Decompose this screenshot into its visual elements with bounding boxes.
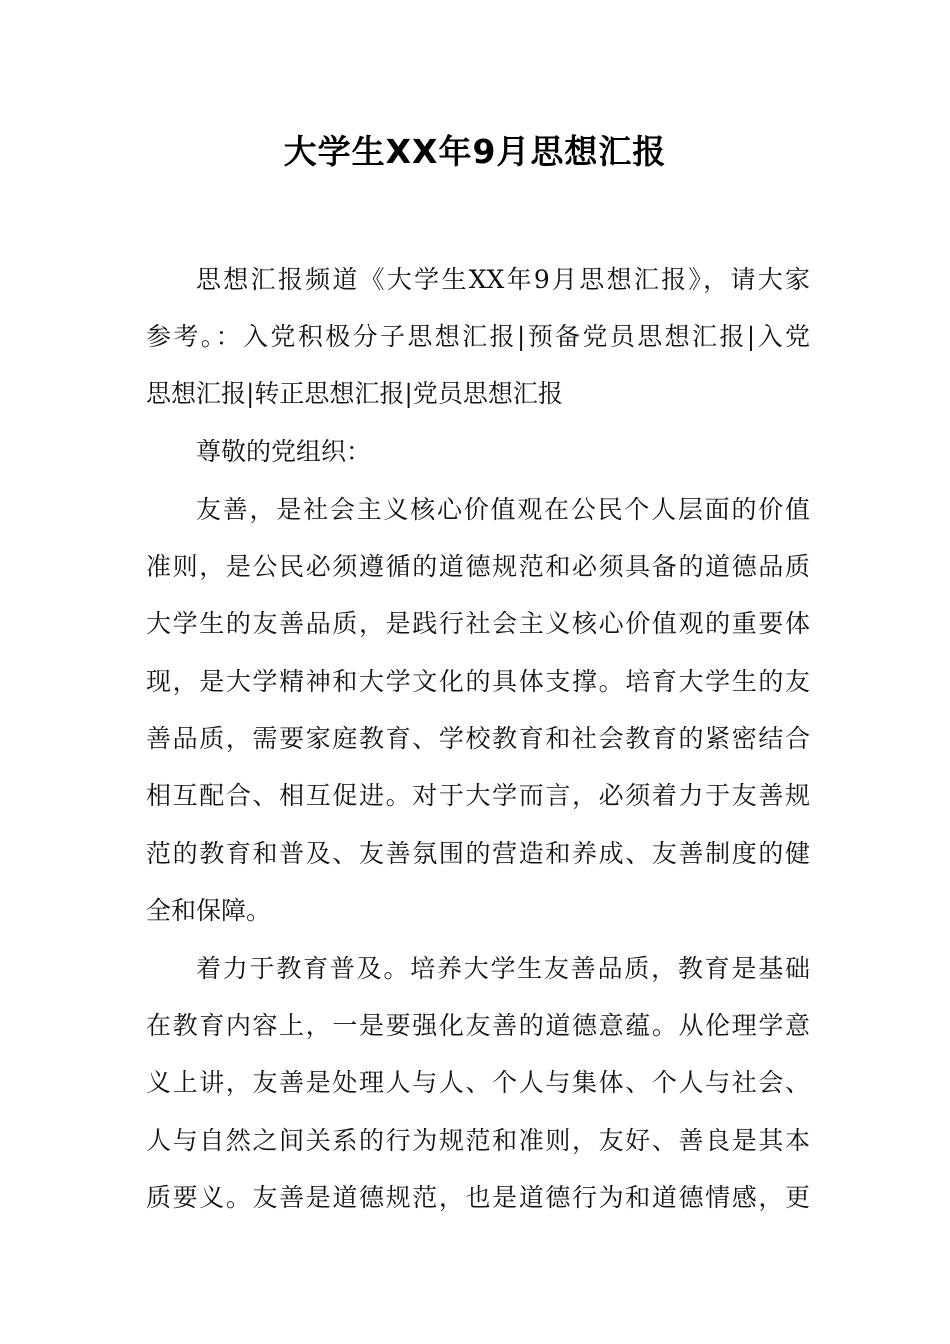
text-line: 义上讲，友善是处理人与人、个人与集体、个人与社会、: [146, 1068, 810, 1097]
text-line: 大学生的友善品质，是践行社会主义核心价值观的重要体: [146, 609, 810, 638]
text-line: 质要义。友善是道德规范，也是道德行为和道德情感，更: [146, 1183, 810, 1212]
salutation: 尊敬的党组织：: [196, 437, 372, 466]
text-line: 思想汇报|转正思想汇报|党员思想汇报: [146, 379, 563, 408]
text-line: 现，是大学精神和大学文化的具体支撑。培育大学生的友: [146, 667, 810, 696]
text-line: 着力于教育普及。培养大学生友善品质，教育是基础: [196, 954, 810, 983]
text-line: 善品质，需要家庭教育、学校教育和社会教育的紧密结合: [146, 724, 810, 753]
text-line: 参考。：入党积极分子思想汇报|预备党员思想汇报|入党: [146, 322, 810, 351]
text-line: 思想汇报频道《大学生XX年9月思想汇报》，请大家: [196, 265, 810, 294]
text-line: 人与自然之间关系的行为规范和准则，友好、善良是其本: [146, 1126, 810, 1155]
text-line: 在教育内容上，一是要强化友善的道德意蕴。从伦理学意: [146, 1011, 810, 1040]
text-line: 全和保障。: [146, 896, 272, 925]
text-line: 相互配合、相互促进。对于大学而言，必须着力于友善规: [146, 781, 810, 810]
text-line: 友善，是社会主义核心价值观在公民个人层面的价值: [196, 495, 810, 524]
text-line: 准则，是公民必须遵循的道德规范和必须具备的道德品质: [146, 552, 810, 581]
text-line: 范的教育和普及、友善氛围的营造和养成、友善制度的健: [146, 839, 810, 868]
document-title: 大学生XX年9月思想汇报: [283, 132, 667, 171]
